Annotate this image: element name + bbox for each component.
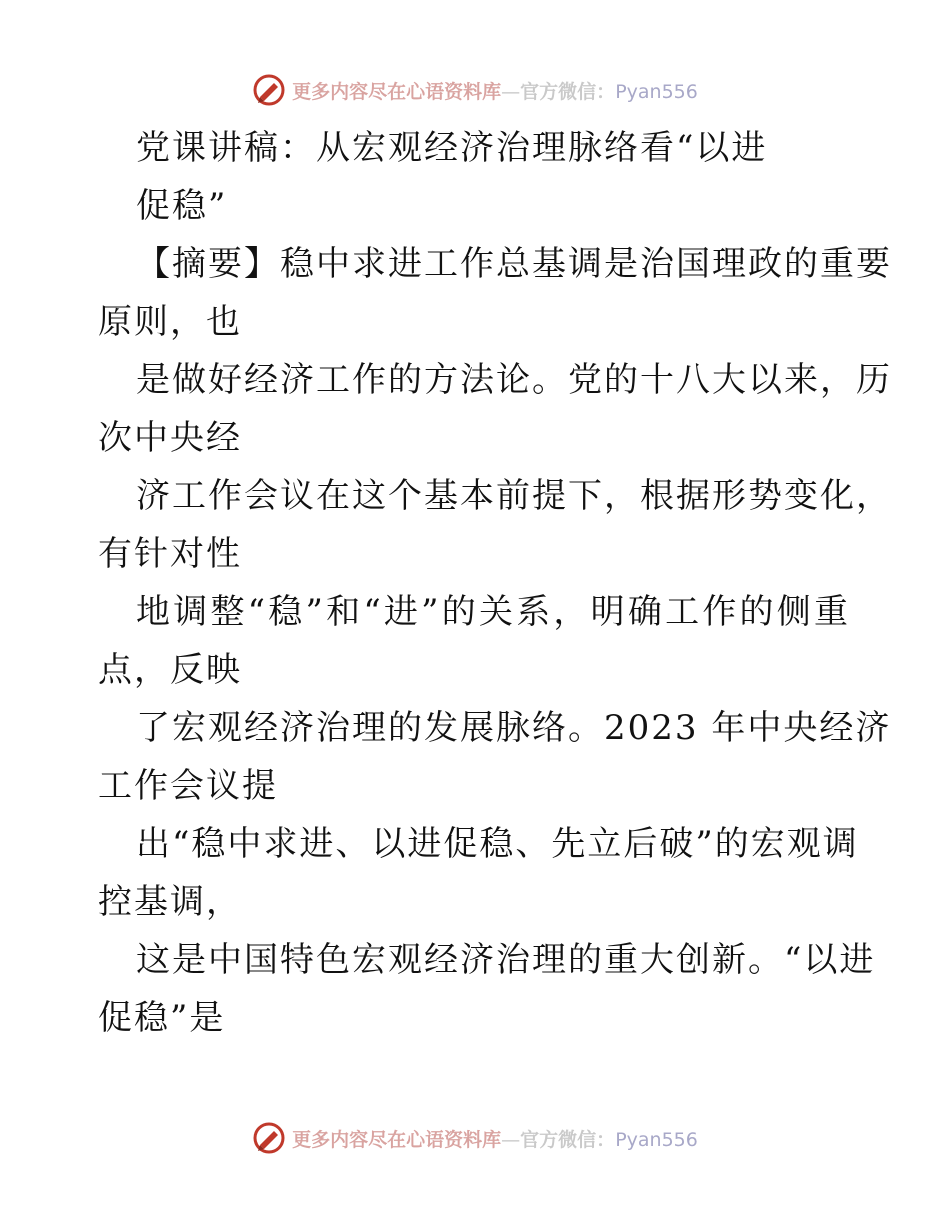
body-line: 济工作会议在这个基本前提下，根据形势变化， xyxy=(136,476,892,516)
body-line: 控基调， xyxy=(98,882,242,922)
banner-brand: 更多内容尽在心语资料库 xyxy=(292,80,502,103)
body-line: 地调整“稳”和“进”的关系，明确工作的侧重 xyxy=(136,592,850,632)
body-line: 点，反映 xyxy=(98,650,242,690)
banner-wechat-label: 官方微信： xyxy=(520,1128,616,1151)
banner-text xyxy=(292,77,698,104)
body-line: 这是中国特色宏观经济治理的重大创新。“以进 xyxy=(136,940,876,980)
banner-separator: — xyxy=(501,1128,521,1151)
banner-wechat-id: Pyan556 xyxy=(615,1128,698,1151)
banner-separator: — xyxy=(501,80,521,103)
document-title-line-2: 促稳” xyxy=(136,186,228,226)
pen-logo-icon xyxy=(252,73,286,107)
body-line: 有针对性 xyxy=(98,534,242,574)
body-line: 次中央经 xyxy=(98,418,242,458)
banner-wechat-label: 官方微信： xyxy=(520,80,616,103)
document-title-line-1: 党课讲稿：从宏观经济治理脉络看“以进 xyxy=(136,128,768,168)
banner-brand: 更多内容尽在心语资料库 xyxy=(292,1128,502,1151)
pen-logo-icon xyxy=(252,1121,286,1155)
body-line: 出“稳中求进、以进促稳、先立后破”的宏观调 xyxy=(136,824,859,864)
body-line: 了宏观经济治理的发展脉络。2023 年中央经济 xyxy=(136,708,892,748)
banner-wechat-id: Pyan556 xyxy=(615,80,698,103)
body-line: 是做好经济工作的方法论。党的十八大以来，历 xyxy=(136,360,892,400)
banner-text xyxy=(292,1125,698,1152)
body-line: 促稳”是 xyxy=(98,998,226,1038)
body-line: 【摘要】稳中求进工作总基调是治国理政的重要 xyxy=(136,244,892,284)
body-line: 原则，也 xyxy=(98,302,242,342)
header-watermark-banner xyxy=(0,70,950,110)
body-line: 工作会议提 xyxy=(98,766,278,806)
footer-watermark-banner xyxy=(0,1118,950,1158)
